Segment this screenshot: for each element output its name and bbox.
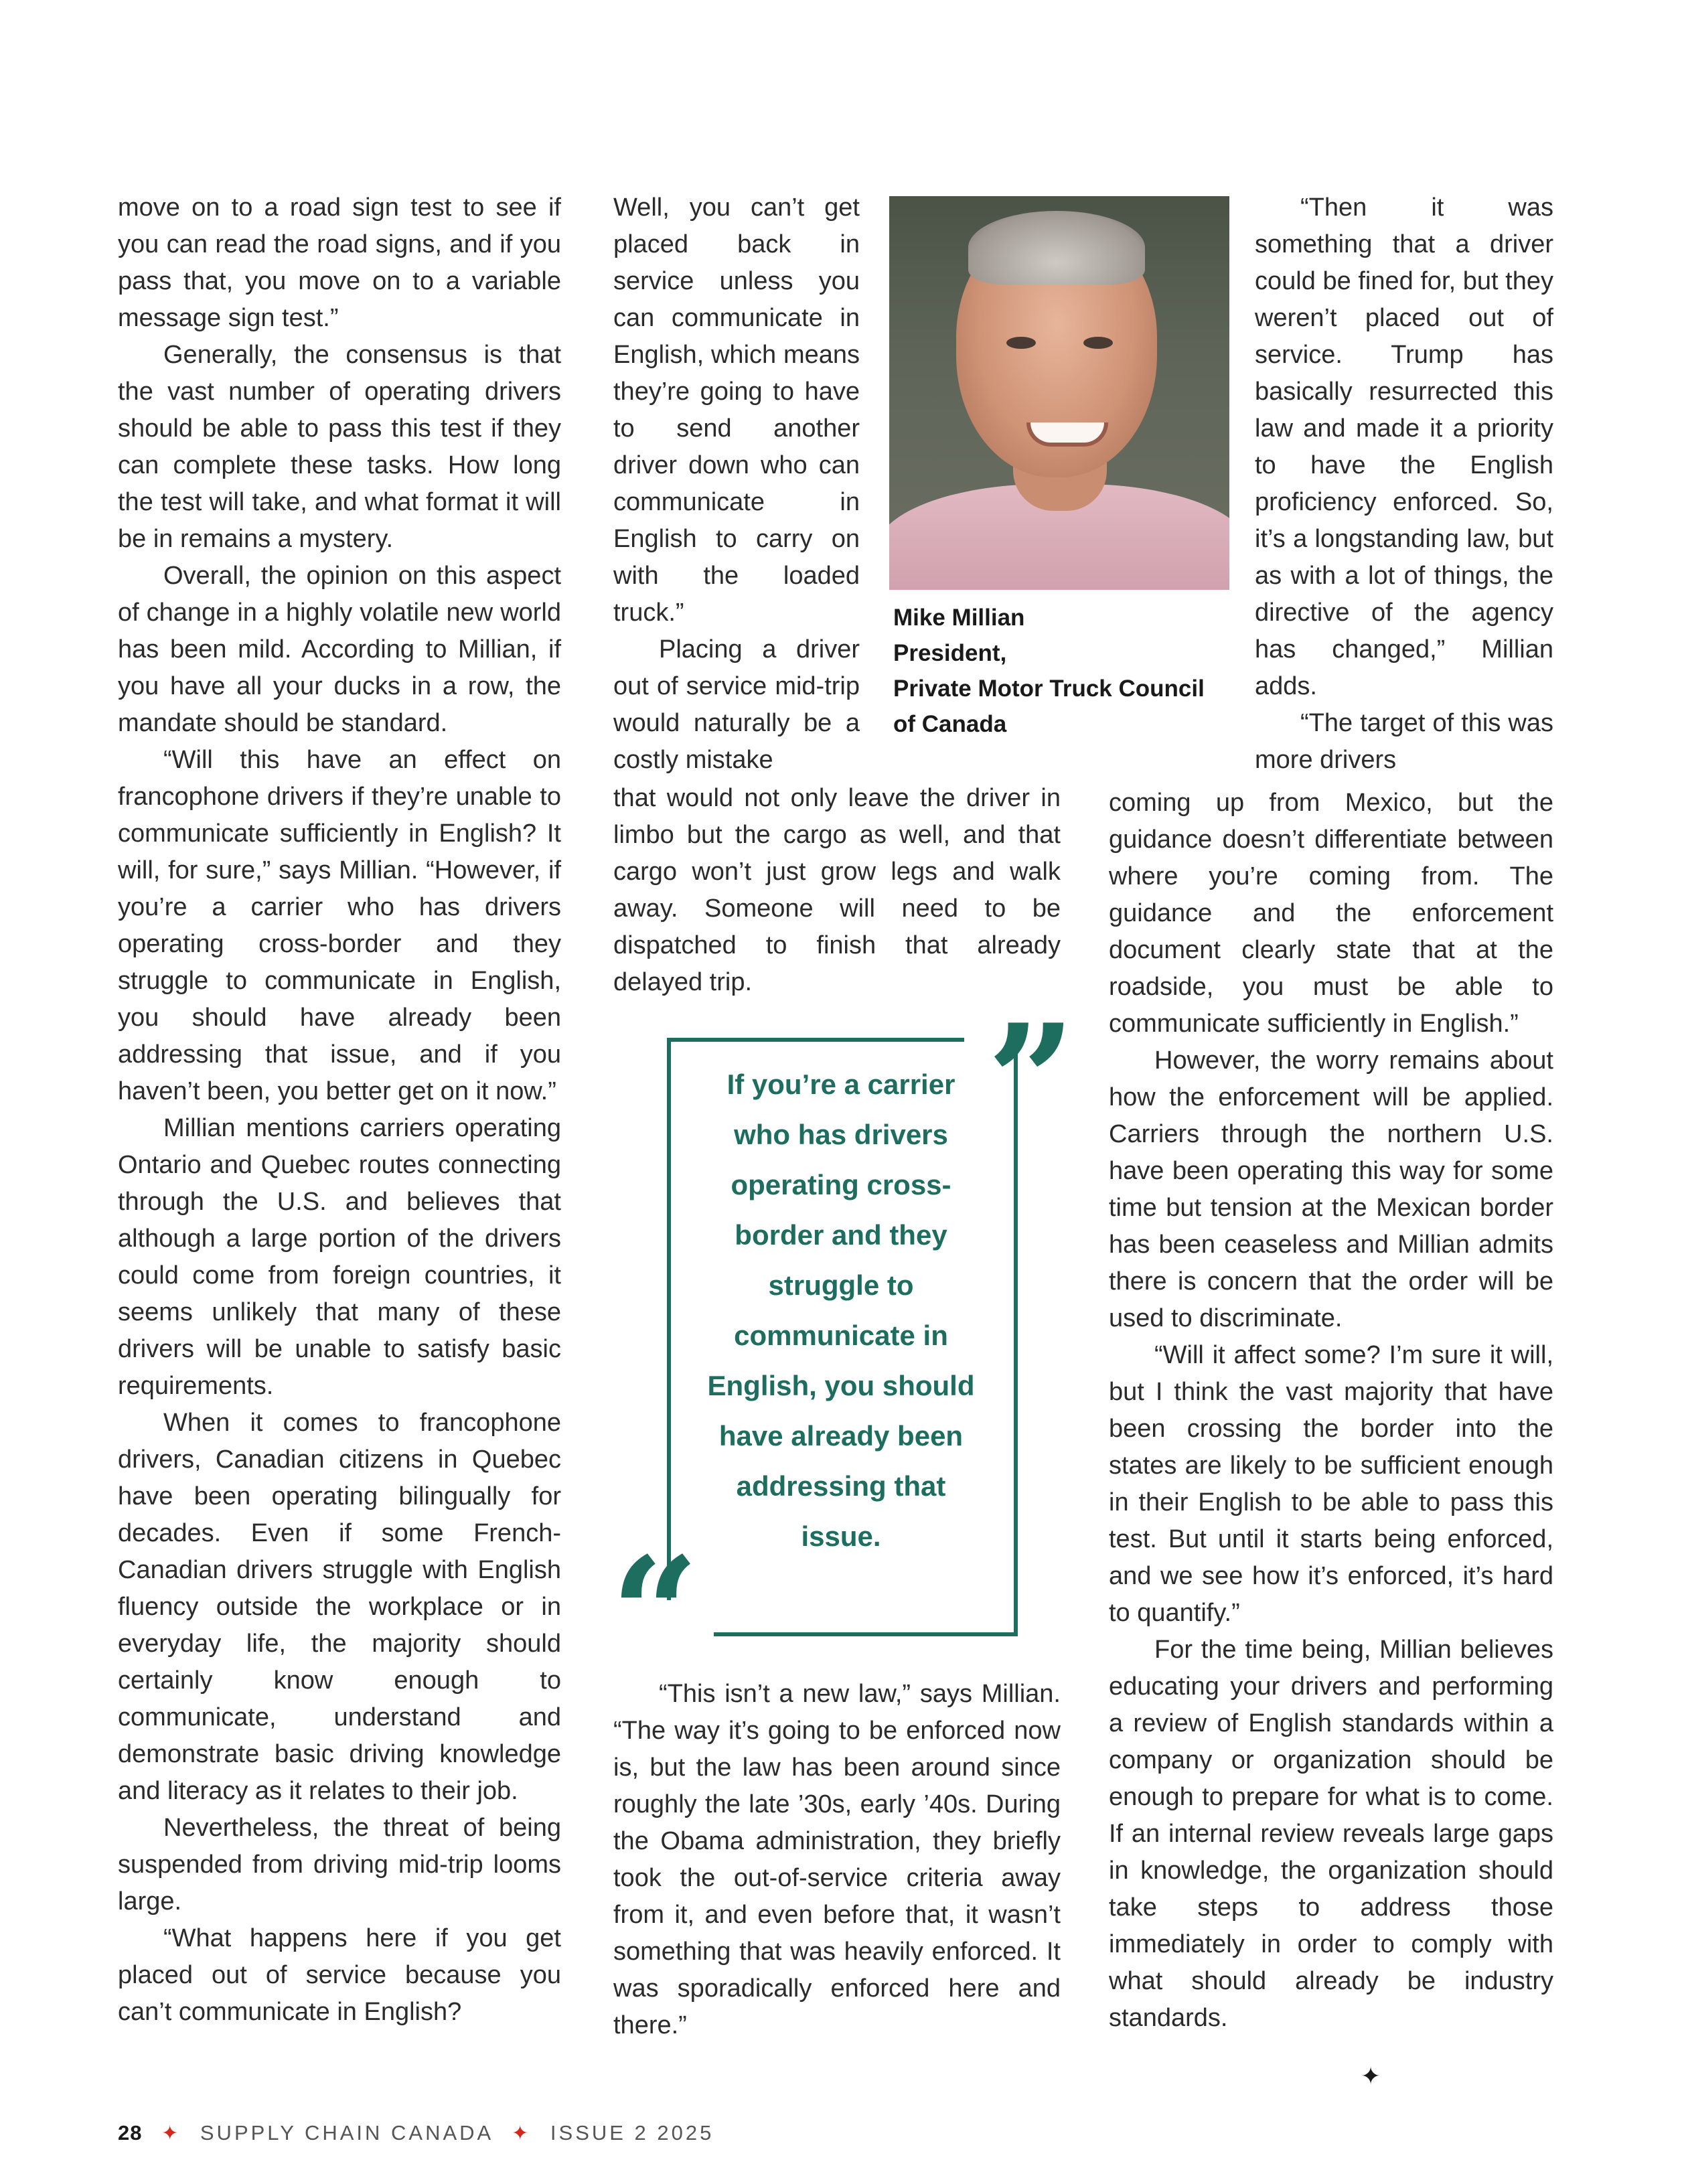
paragraph: Nevertheless, the threat of being suspended from driving mid-trip looms large. [118,1814,561,1916]
paragraph: Well, you can’t get placed back in service unless you can communicate in English, which means they’re going to have to send another driver down who can communicate in English to carry on with the loaded truck.” [613,193,860,627]
photo-caption [893,600,1241,742]
paragraph: Placing a driver out of service mid-trip would naturally be a costly mistake [613,635,860,774]
page-footer [118,2121,714,2145]
paragraph: For the time being, Millian believes educating your drivers and performing a review of English standards within a company or organization should be enough to prepare for what is to come. If an internal review reveals large gaps in knowledge, the organization should take steps to address those immediately in order to comply with what should already be industry standards. [1109,1636,1553,2032]
close-quote-icon: ” [987,991,1076,1172]
article-column-2-bottom [613,1676,1061,2044]
caption-org: Private Motor Truck Council [893,676,1205,702]
article-column-3 [1109,785,1553,2037]
paragraph: However, the worry remains about how the enforcement will be applied. Carriers through the northern U.S. have been operating this way for some time but tension at the Mexican border has been ceaseless and Millian admits there is concern that the order will be used to discriminate. [1109,1046,1553,1332]
paragraph: Overall, the opinion on this aspect of change in a highly volatile new world has been mild. According to Millian, if you have all your ducks in a row, the mandate should be standard. [118,562,561,737]
paragraph: “Will this have an effect on francophone drivers if they’re unable to communicate sufficiently in English? It will, for sure,” says Millian. “However, if you’re a carrier who has drivers operating cross-border and they struggle to communicate in English, you should have already been addressing that issue, and if you haven’t been, you better get on it now.” [118,746,561,1105]
article-column-1 [118,189,561,2031]
caption-name: Mike Millian [893,605,1025,631]
paragraph: coming up from Mexico, but the guidance doesn’t differentiate between where you’re coming from. The guidance and the enforcement document clearly state that at the roadside, you must be able to communicate sufficiently in English.” [1109,789,1553,1038]
paragraph: “What happens here if you get placed out of service because you can’t communicate in English? [118,1924,561,2026]
paragraph: “Will it affect some? I’m sure it will, but I think the vast majority that have been crossing the border into the states are likely to be sufficient enough in their English to be able to pass this test. But until it starts being enforced, and we see how it’s enforced, it’s hard to quantify.” [1109,1341,1553,1627]
paragraph: move on to a road sign test to see if you can read the road signs, and if you pass that, you move on to a variable message sign test.” [118,193,561,332]
portrait-photo [889,196,1229,590]
article-column-3-top [1255,189,1553,779]
paragraph: Millian mentions carriers operating Ontario and Quebec routes connecting through the U.S. and believes that although a large portion of the drivers could come from foreign countries, it seems unlikely that many of these drivers will be unable to satisfy basic requirements. [118,1114,561,1400]
paragraph: When it comes to francophone drivers, Canadian citizens in Quebec have been operating bilingually for decades. Even if some French-Canadian drivers struggle with English fluency outside the workplace or in everyday life, the majority should certainly know enough to communicate, understand and demonstrate basic driving knowledge and literacy as it relates to their job. [118,1409,561,1805]
paragraph: Generally, the consensus is that the vast number of operating drivers should be able to pass this test if they can complete these tasks. How long the test will take, and what format it will be in remains a mystery. [118,341,561,553]
caption-org: of Canada [893,711,1007,737]
caption-title: President, [893,640,1007,666]
article-column-2-top [613,189,860,779]
paragraph: “Then it was something that a driver could be fined for, but they weren’t placed out of service. Trump has basically resurrected this law and made it a priority to have the English proficiency enforced. So, it’s a longstanding law, but as with a lot of things, the directive of the agency has changed,” Millian adds. [1255,193,1553,700]
paragraph: “This isn’t a new law,” says Millian. “The way it’s going to be enforced now is, but the law has been around since roughly the late ’30s, early ’40s. During the Obama administration, they briefly took the out-of-service criteria away from it, and even before that, it wasn’t something that was heavily enforced. It was sporadically enforced here and there.” [613,1680,1061,2039]
maple-leaf-icon: ✦ [161,2122,181,2144]
issue-label: ISSUE 2 2025 [550,2121,714,2144]
pull-quote-text: If you’re a carrier who has drivers operating cross-border and they struggle to communicate in English, you should have already been addressing that issue. [707,1069,975,1552]
paragraph: “The target of this was more drivers [1255,709,1553,774]
maple-leaf-end-icon: ✦ [1361,2062,1381,2090]
paragraph: that would not only leave the driver in limbo but the cargo as well, and that cargo won’t just grow legs and walk away. Someone will need to be dispatched to finish that already delayed trip. [613,784,1061,996]
article-column-2-middle [613,780,1061,1001]
maple-leaf-icon: ✦ [512,2122,532,2144]
open-quote-icon: “ [611,1524,700,1705]
page-number: 28 [118,2121,143,2144]
publication-name: SUPPLY CHAIN CANADA [200,2121,493,2144]
